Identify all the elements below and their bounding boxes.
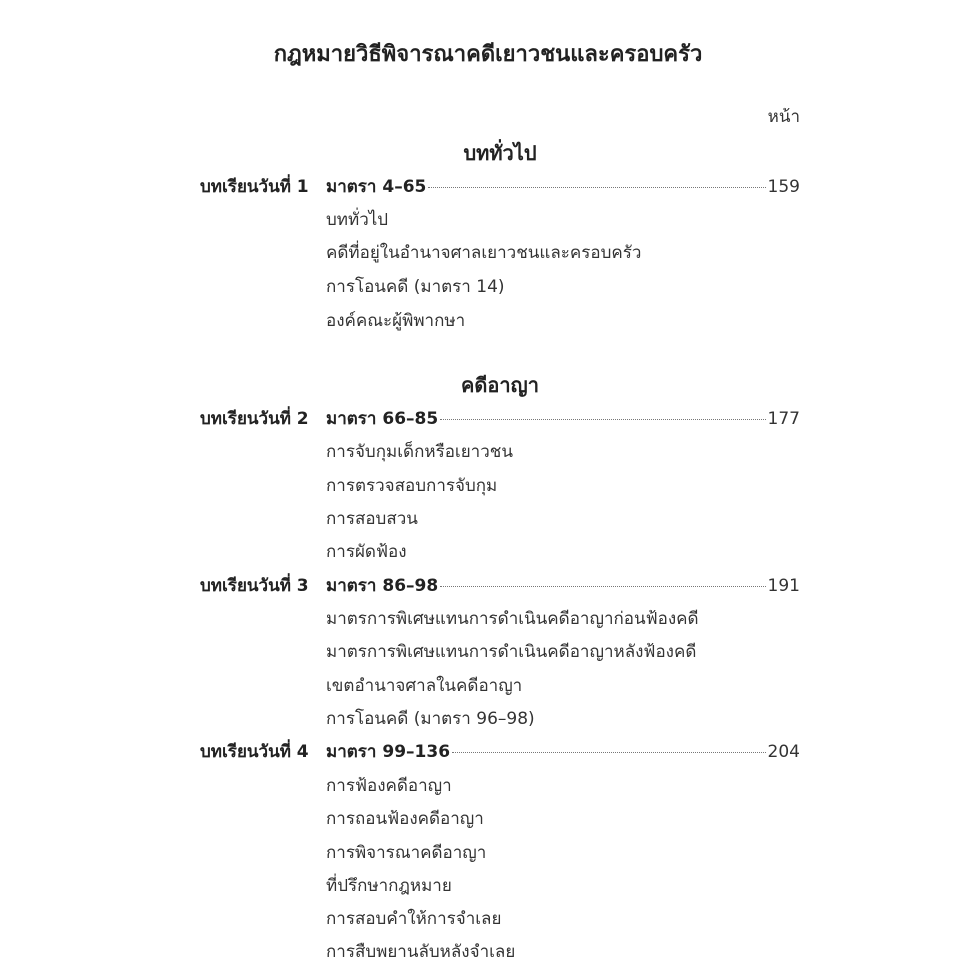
topic-item: การสอบคำให้การจำเลย: [326, 909, 502, 929]
topic-item: มาตรการพิเศษแทนการดำเนินคดีอาญาหลังฟ้องคดี: [326, 642, 697, 662]
topic-item: การโอนคดี (มาตรา 14): [326, 277, 505, 297]
topic-item: การสืบพยานลับหลังจำเลย: [326, 942, 516, 962]
topic-item: เขตอำนาจศาลในคดีอาญา: [326, 676, 523, 696]
dot-leader: [440, 586, 765, 587]
lesson-label: บทเรียนวันที่ 1: [200, 177, 309, 197]
lesson-label: บทเรียนวันที่ 2: [200, 409, 309, 429]
toc-entry-lesson-3: [0, 572, 976, 600]
toc-entry-lesson-4: [0, 738, 976, 766]
topic-item: การโอนคดี (มาตรา 96–98): [326, 709, 535, 729]
page-number: 191: [767, 576, 800, 596]
lesson-label: บทเรียนวันที่ 4: [200, 742, 309, 762]
topic-item: คดีที่อยู่ในอำนาจศาลเยาวชนและครอบครัว: [326, 243, 642, 263]
topic-item: การถอนฟ้องคดีอาญา: [326, 809, 484, 829]
section-heading-criminal: คดีอาญา: [461, 373, 539, 397]
page-column-label: หน้า: [767, 107, 800, 127]
page-number: 159: [767, 177, 800, 197]
dot-leader: [440, 419, 765, 420]
lesson-label: บทเรียนวันที่ 3: [200, 576, 309, 596]
topic-item: การพิจารณาคดีอาญา: [326, 843, 487, 863]
section-range: มาตรา 4–65: [326, 177, 427, 197]
topic-item: ที่ปรึกษากฎหมาย: [326, 876, 452, 896]
dot-leader: [428, 187, 765, 188]
section-range: มาตรา 99–136: [326, 742, 451, 762]
topic-item: การผัดฟ้อง: [326, 542, 407, 562]
section-heading-general: บททั่วไป: [463, 141, 537, 165]
section-range: มาตรา 86–98: [326, 576, 439, 596]
topic-item: การฟ้องคดีอาญา: [326, 776, 452, 796]
dot-leader: [452, 752, 766, 753]
section-range: มาตรา 66–85: [326, 409, 439, 429]
topic-item: องค์คณะผู้พิพากษา: [326, 311, 466, 331]
topic-item: บททั่วไป: [326, 210, 389, 230]
document-title: กฎหมายวิธีพิจารณาคดีเยาวชนและครอบครัว: [273, 42, 703, 67]
topic-item: การสอบสวน: [326, 509, 418, 529]
toc-entry-lesson-2: [0, 405, 976, 433]
page-number: 177: [767, 409, 800, 429]
toc-leader-line: [326, 572, 800, 599]
topic-item: มาตรการพิเศษแทนการดำเนินคดีอาญาก่อนฟ้องคดี: [326, 609, 699, 629]
toc-leader-line: [326, 173, 800, 200]
page-number: 204: [767, 742, 800, 762]
toc-leader-line: [326, 738, 800, 765]
toc-entry-lesson-1: [0, 173, 976, 201]
topic-item: การจับกุมเด็กหรือเยาวชน: [326, 442, 513, 462]
toc-leader-line: [326, 405, 800, 432]
topic-item: การตรวจสอบการจับกุม: [326, 476, 498, 496]
